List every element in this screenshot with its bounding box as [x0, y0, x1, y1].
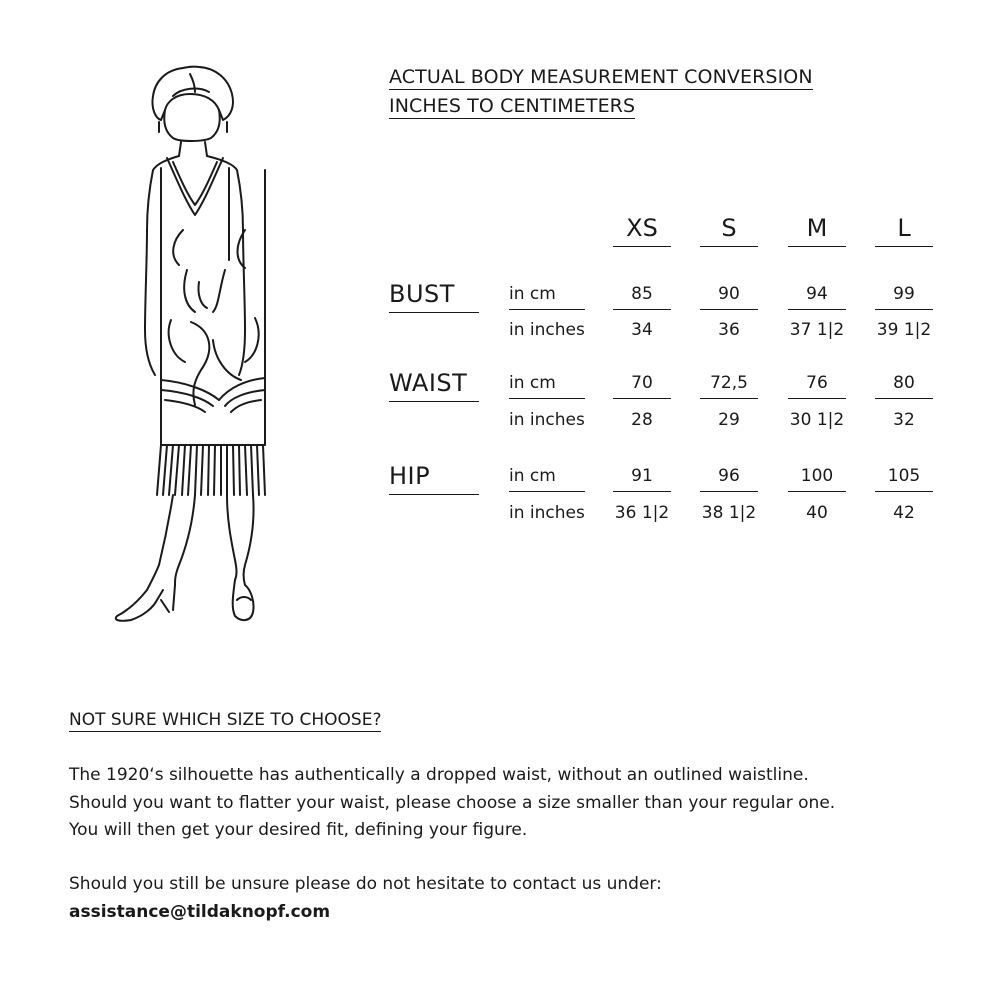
value-waist-cm-s: 72,5 — [700, 372, 758, 399]
unit-label-inches: in inches — [509, 320, 585, 340]
value-bust-in-m: 37 1|2 — [789, 320, 845, 340]
size-header-m: M — [788, 214, 846, 247]
measure-name-waist: WAIST — [389, 370, 479, 402]
value-waist-cm-m: 76 — [788, 372, 846, 399]
value-waist-in-s: 29 — [718, 410, 740, 430]
advice-paragraph — [69, 762, 835, 845]
advice-line: Should you want to flatter your waist, please choose a size smaller than your regular one. — [69, 792, 836, 813]
dress-figure-illustration — [95, 60, 295, 630]
value-waist-cm-l: 80 — [875, 372, 933, 399]
contact-line: Should you still be unsure please do not hesitate to contact us under: — [69, 874, 662, 894]
value-waist-in-l: 32 — [893, 410, 915, 430]
value-bust-in-s: 36 — [718, 320, 740, 340]
measure-name-bust: BUST — [389, 281, 479, 313]
measure-name-hip: HIP — [389, 463, 479, 495]
value-hip-cm-s: 96 — [700, 465, 758, 492]
unit-label-cm: in cm — [509, 372, 585, 399]
unit-label-inches: in inches — [509, 503, 585, 523]
title-line-2: INCHES TO CENTIMETERS — [389, 95, 636, 117]
size-header-xs: XS — [613, 214, 671, 247]
unit-label-inches: in inches — [509, 410, 585, 430]
value-bust-in-xs: 34 — [631, 320, 653, 340]
value-bust-in-l: 39 1|2 — [876, 320, 932, 340]
value-waist-cm-xs: 70 — [613, 372, 671, 399]
value-hip-cm-m: 100 — [788, 465, 846, 492]
value-hip-cm-xs: 91 — [613, 465, 671, 492]
value-bust-cm-s: 90 — [700, 283, 758, 310]
size-header-s: S — [700, 214, 758, 247]
value-hip-cm-l: 105 — [875, 465, 933, 492]
value-hip-in-m: 40 — [806, 503, 828, 523]
contact-paragraph — [69, 871, 662, 926]
value-waist-in-xs: 28 — [631, 410, 653, 430]
advice-line: The 1920‘s silhouette has authentically a dropped waist, without an outlined waistline. — [69, 765, 809, 785]
advice-line: You will then get your desired fit, defining your figure. — [69, 820, 528, 840]
advice-heading: NOT SURE WHICH SIZE TO CHOOSE? — [69, 710, 382, 730]
value-waist-in-m: 30 1|2 — [789, 410, 845, 430]
contact-email[interactable]: assistance@tildaknopf.com — [69, 901, 331, 922]
value-hip-in-xs: 36 1|2 — [614, 503, 670, 523]
unit-label-cm: in cm — [509, 283, 585, 310]
unit-label-cm: in cm — [509, 465, 585, 492]
title-line-1: ACTUAL BODY MEASUREMENT CONVERSION — [389, 66, 813, 88]
value-bust-cm-xs: 85 — [613, 283, 671, 310]
size-header-l: L — [875, 214, 933, 247]
value-bust-cm-m: 94 — [788, 283, 846, 310]
value-hip-in-l: 42 — [893, 503, 915, 523]
value-hip-in-s: 38 1|2 — [701, 503, 757, 523]
value-bust-cm-l: 99 — [875, 283, 933, 310]
